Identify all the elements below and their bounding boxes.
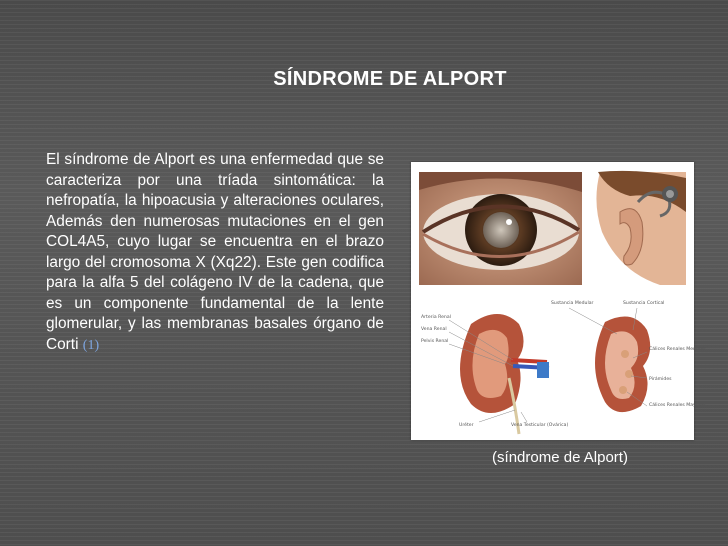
label-vena-renal: Vena Renal bbox=[421, 327, 447, 332]
eye-photo bbox=[419, 172, 582, 285]
figure-caption: (síndrome de Alport) bbox=[492, 449, 628, 466]
label-ureter: Uréter bbox=[459, 423, 474, 428]
slide-body-text bbox=[46, 150, 384, 356]
label-vejiga: Vena Testicular (Ovárica) bbox=[511, 423, 569, 428]
label-piramides: Pirámides bbox=[649, 377, 672, 382]
kidney-diagram bbox=[419, 294, 706, 434]
ear-image bbox=[590, 172, 686, 285]
body-paragraph: El síndrome de Alport es una enfermedad que se caracteriza por una tríada sintomática: la nefropatía, la hipoacusia y alteraciones oculares, Además den numerosas mutaciones en el gen COL4A5, cuyo lugar se encuentra en el brazo largo del cromosoma X (Xq22). Este gen codifica para la alfa 5 del colágeno IV de la cadena, que es un componente fundamental de la lente glomerular, y las membranas basales órgano de Corti bbox=[46, 151, 384, 353]
label-calices-menores: Cálices Renales Menores bbox=[649, 347, 706, 352]
alport-figure bbox=[411, 162, 706, 440]
label-arteria-renal: Arteria Renal bbox=[421, 315, 451, 320]
label-sustancia-cortical: Sustancia Cortical bbox=[623, 301, 665, 306]
reference-link[interactable]: (1) bbox=[82, 337, 100, 353]
label-calices-mayores: Cálices Renales Mayores bbox=[649, 403, 706, 408]
label-sustancia-medular: Sustancia Medular bbox=[551, 301, 594, 306]
slide-title: SÍNDROME DE ALPORT bbox=[273, 68, 507, 90]
label-pelvis-renal: Pelvis Renal bbox=[421, 339, 449, 344]
hearing-aid-photo bbox=[590, 172, 686, 285]
eye-image bbox=[419, 172, 582, 285]
kidney-image bbox=[419, 294, 706, 434]
